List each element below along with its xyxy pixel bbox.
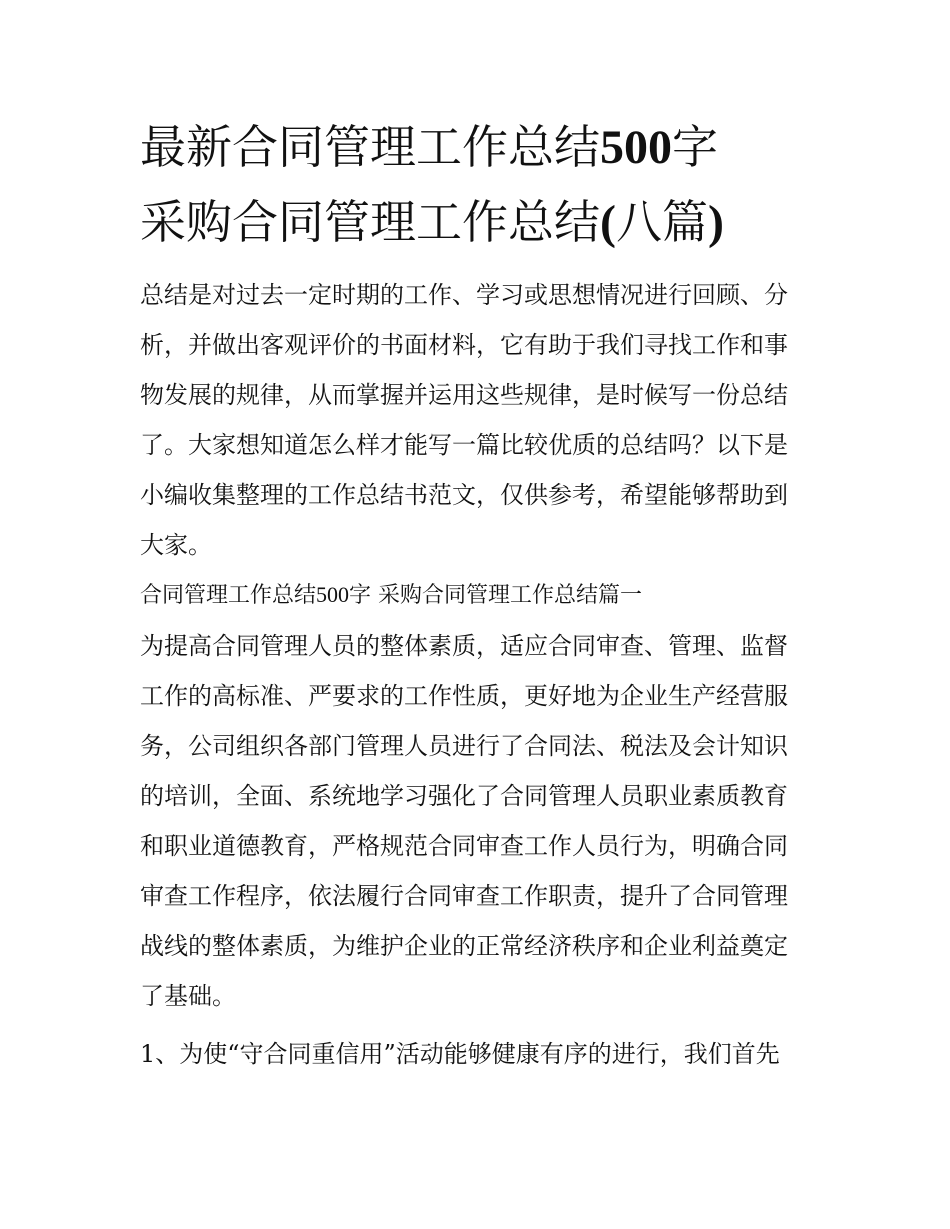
title-paren-close: ) — [707, 196, 724, 249]
title-number: 500 — [600, 121, 672, 174]
section-line: 和职业道德教育，严格规范合同审查工作人员行为，明确合同 — [140, 832, 788, 860]
section-line: 战线的整体素质，为维护企业的正常经济秩序和企业利益奠定 — [140, 932, 788, 960]
intro-line: 析，并做出客观评价的书面材料，它有助于我们寻找工作和事 — [140, 331, 788, 359]
intro-line: 了。大家想知道怎么样才能写一篇比较优质的总结吗？以下是 — [140, 431, 788, 459]
section-line: 工作的高标准、严要求的工作性质，更好地为企业生产经营服 — [140, 682, 788, 710]
section-heading — [140, 570, 815, 621]
intro-line: 大家。 — [140, 531, 212, 559]
intro-line: 物发展的规律，从而掌握并运用这些规律，是时候写一份总结 — [140, 381, 788, 409]
section-line: 的培训，全面、系统地学习强化了合同管理人员职业素质教育 — [140, 782, 788, 810]
section-heading-text: 字 采购合同管理工作总结篇一 — [349, 583, 643, 608]
title-text: 最新合同管理工作总结 — [140, 120, 600, 174]
intro-line: 总结是对过去一定时期的工作、学习或思想情况进行回顾、分 — [140, 281, 788, 309]
section-heading-number: 500 — [316, 582, 350, 607]
document-body — [140, 270, 815, 1079]
title-paren-open: ( — [600, 196, 616, 249]
document-page — [140, 110, 815, 1079]
title-text: 字 — [672, 120, 718, 174]
document-title-line-2 — [140, 185, 815, 260]
title-text: 采购合同管理工作总结 — [140, 195, 600, 249]
document-title-line-1 — [140, 110, 815, 185]
intro-line: 小编收集整理的工作总结书范文，仅供参考，希望能够帮助到 — [140, 481, 788, 509]
title-text: 八篇 — [615, 195, 708, 249]
list-item: 1、为使“守合同重信用”活动能够健康有序的进行，我们首先 — [140, 1040, 780, 1068]
section-paragraph — [140, 621, 815, 1021]
intro-paragraph — [140, 270, 815, 570]
section-line: 为提高合同管理人员的整体素质，适应合同审查、管理、监督 — [140, 632, 788, 660]
section-line: 审查工作程序，依法履行合同审查工作职责，提升了合同管理 — [140, 882, 788, 910]
section-line: 务，公司组织各部门管理人员进行了合同法、税法及会计知识 — [140, 732, 788, 760]
section-heading-text: 合同管理工作总结 — [140, 583, 317, 608]
section-line: 了基础。 — [140, 982, 236, 1010]
